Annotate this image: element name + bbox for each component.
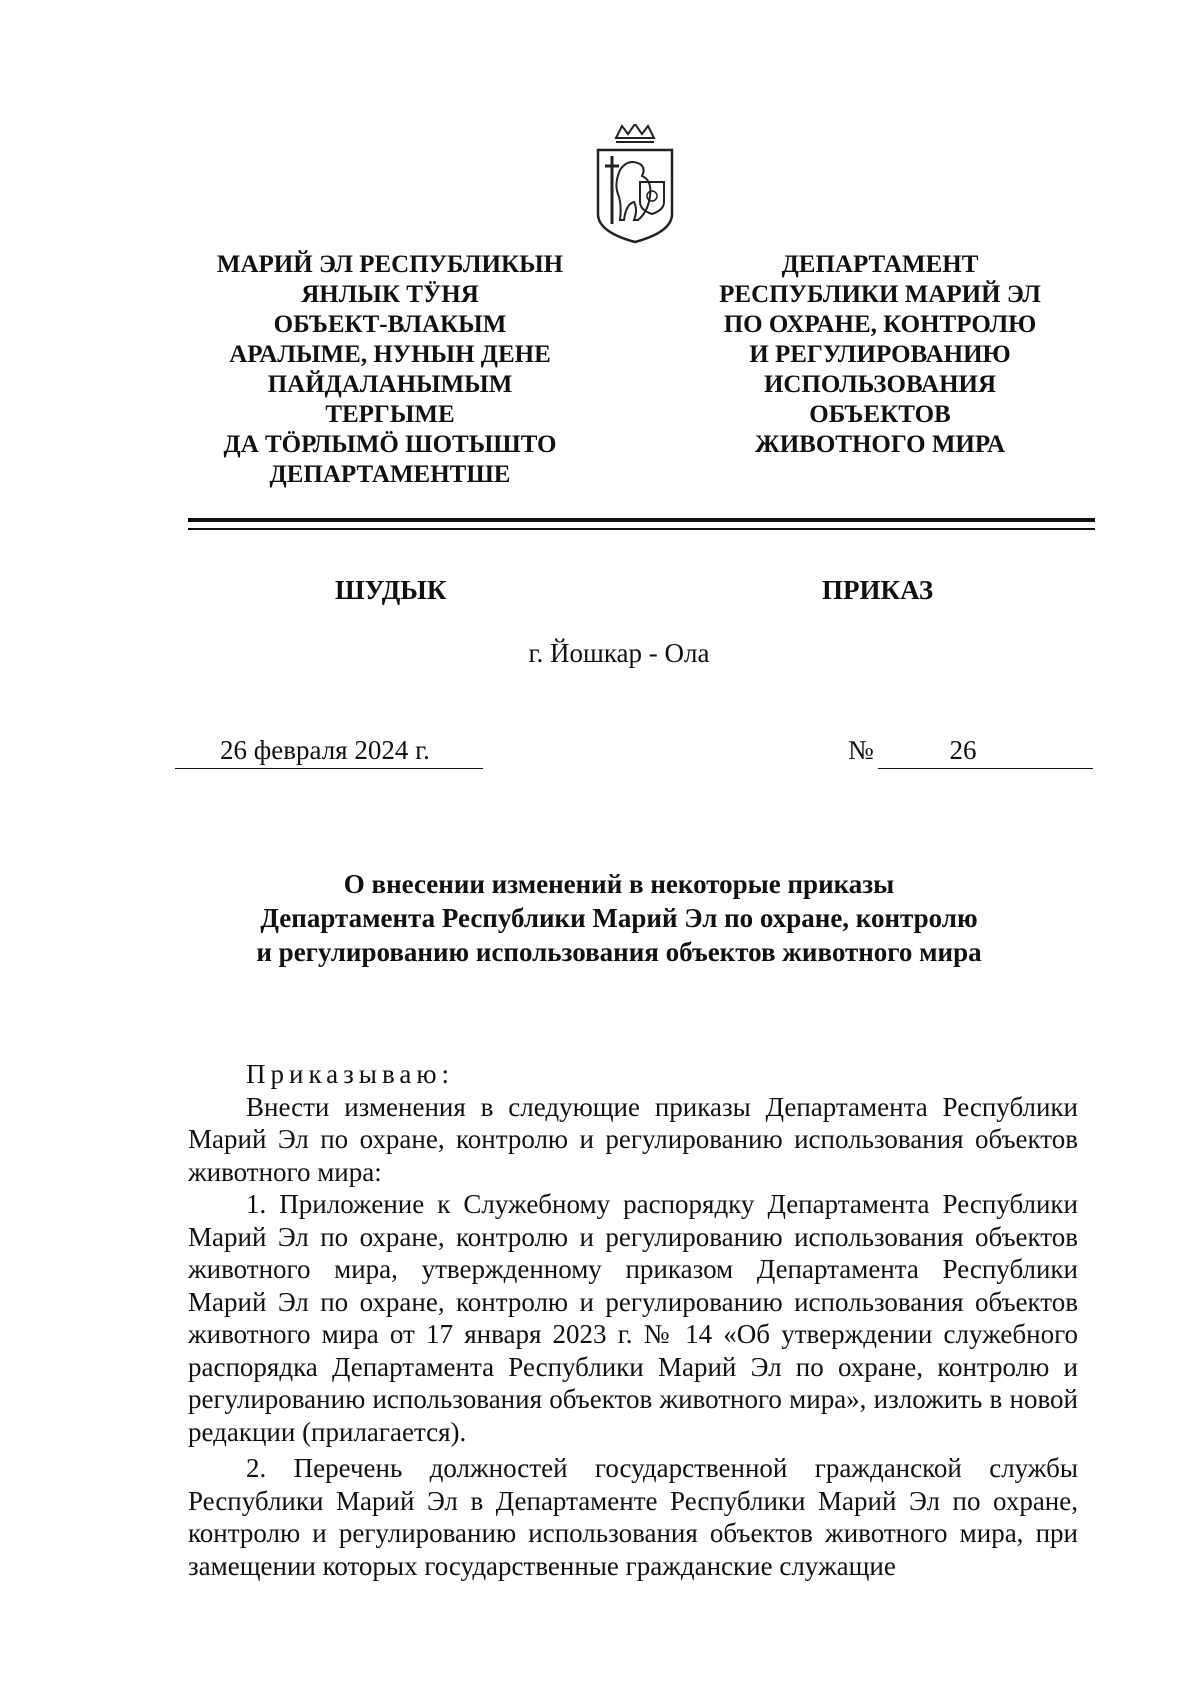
header-right-line: ДЕПАРТАМЕНТ [781,251,979,278]
header-right-line: ЖИВОТНОГО МИРА [755,431,1005,458]
body-paragraph: Внести изменения в следующие приказы Департамента Республики Марий Эл по охране, контролю и регулированию использования объектов животного мира: [188,1091,1078,1187]
header-left-mari [190,250,590,490]
order-title-mari: ШУДЫК [335,575,447,605]
header-left-line: ДЕПАРТАМЕНТШЕ [269,461,511,488]
header-left-line: ОБЪЕКТ-ВЛАКЫМ [273,311,507,338]
number-sign: № [848,735,874,765]
document-title-line: Департамента Республики Марий Эл по охране, контролю [260,903,978,933]
header-right-line: ОБЪЕКТОВ [809,401,951,428]
header-left-line: ЯНЛЫК ТӰНЯ [301,281,479,308]
document-title-line: О внесении изменений в некоторые приказы [343,869,895,899]
header-divider-thick [188,518,1095,522]
order-title-russian: ПРИКАЗ [822,575,934,605]
header-right-russian [680,250,1080,460]
header-left-line: АРАЛЫМЕ, НУНЫН ДЕНЕ [229,341,551,368]
document-title [0,867,1200,969]
header-left-line: ДА ТӦРЛЫМӦ ШОТЫШТО [223,431,557,458]
document-title-line: и регулированию использования объектов животного мира [256,937,982,967]
header-left-line: МАРИЙ ЭЛ РЕСПУБЛИКЫН [216,251,564,278]
body-paragraph-item-1: 1. Приложение к Служебному распорядку Департамента Республики Марий Эл по охране, контролю и регулированию использования объектов животного мира, утвержденному приказом Департамента Республики Марий Эл по охране, контролю и регулированию использования объектов животного мира от 17 января 2023 г. № 14 «Об утверждении служебного распорядка Департамента Республики Марий Эл по охране, контролю и регулированию использования объектов животного мира», изложить в новой редакции (прилагается). [188,1189,1078,1447]
header-right-line: И РЕГУЛИРОВАНИЮ [749,341,1011,368]
command-word: Приказываю: [246,1059,454,1089]
header-left-line: ПАЙДАЛАНЫМЫМ [267,371,513,398]
order-number: 26 [878,735,1093,769]
header-right-line: ИСПОЛЬЗОВАНИЯ [763,371,997,398]
body-paragraph-item-2: 2. Перечень должностей государственной гражданской службы Республики Марий Эл в Департаменте Республики Марий Эл по охране, контролю и регулированию использования объектов животного мира, при замещении которых государственные гражданские служащие [188,1453,1078,1581]
coat-of-arms-icon [594,124,676,244]
header-right-line: РЕСПУБЛИКИ МАРИЙ ЭЛ [719,281,1041,308]
city-name: г. Йошкар - Ола [528,638,710,668]
document-body [188,1058,1078,1582]
header-left-line: ТЕРГЫМЕ [325,401,455,428]
header-right-line: ПО ОХРАНЕ, КОНТРОЛЮ [723,311,1037,338]
order-date: 26 февраля 2024 г. [175,735,483,769]
header-divider-thin [188,528,1095,530]
